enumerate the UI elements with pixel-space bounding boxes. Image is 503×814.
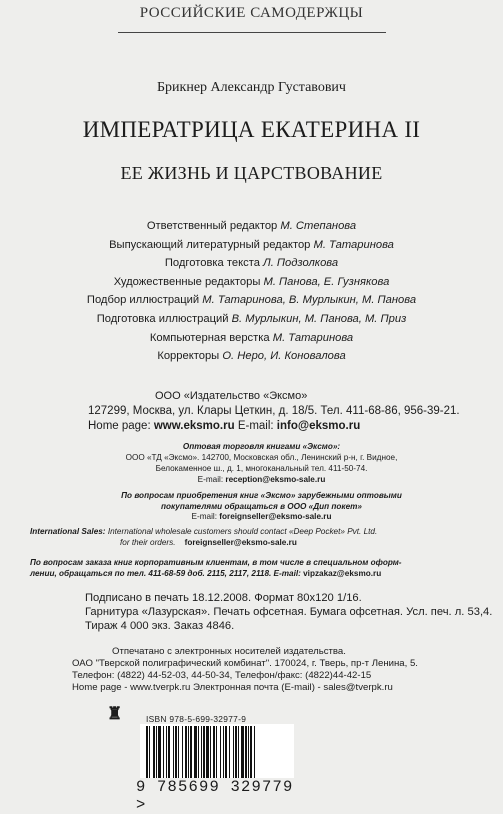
credit-line (0, 329, 503, 348)
isbn-label: ISBN 978-5-699-32977-9 (146, 714, 247, 724)
international-sales: International Sales: International wholesale customers should contact «Deep Pocket» Pvt. Ltd. for their orders. foreignseller@eksmo-sale.ru (30, 527, 378, 547)
home-page-link: www.eksmo.ru (153, 420, 235, 432)
author-name: Брикнер Александр Густавович (157, 80, 346, 95)
publisher-contacts (88, 420, 483, 432)
credit-names: М. Татаринова (313, 238, 394, 251)
wholesale-title: Оптовая торговля книгами «Эксмо»: (182, 442, 341, 451)
divider (118, 32, 386, 33)
credit-role: Подбор иллюстраций (86, 294, 200, 307)
print-signed-line: Подписано в печать 18.12.2008. Формат 80x120 1/16. (85, 592, 362, 604)
credit-role: Компьютерная верстка (149, 331, 270, 344)
publisher-name: ООО «Издательство «Эксмо» (155, 390, 308, 402)
printer-name: ОАО "Тверской полиграфический комбинат". 170024, г. Тверь, пр-т Ленина, 5. (72, 658, 418, 669)
credit-role: Подготовка иллюстраций (96, 312, 229, 325)
credit-names: В. Мурлыкин, М. Панова, М. Приз (231, 312, 407, 325)
credit-line (0, 236, 503, 255)
credit-line (0, 217, 503, 236)
credit-line (0, 310, 503, 329)
credit-names: М. Панова, Е. Гузнякова (263, 275, 390, 288)
credit-names: О. Неро, И. Коновалова (222, 350, 346, 363)
home-page-label: Home page: (88, 420, 151, 432)
barcode-bars (140, 726, 294, 780)
credit-role: Корректоры (157, 350, 220, 363)
printer-web: Home page - www.tverpk.ru Электронная почта (E-mail) - sales@tverpk.ru (72, 682, 393, 693)
wholesale-email: E-mail: reception@eksmo-sale.ru (197, 475, 326, 484)
print-typeface-line: Гарнитура «Лазурская». Печать офсетная. Бумага офсетная. Усл. печ. л. 53,4. (85, 606, 493, 618)
barcode (140, 724, 294, 778)
series-title: РОССИЙСКИЕ САМОДЕРЖЦЫ (139, 5, 364, 21)
print-run-line: Тираж 4 000 экз. Заказ 4846. (85, 620, 235, 632)
credit-names: Л. Подзолкова (263, 257, 339, 270)
corporate-orders: По вопросам заказа книг корпоративным клиентам, в том числе в специальном оформ- лении, обращаться по тел. 411-68-59 доб. 2115, 2117, 2118. E-mail: vipzakaz@eksmo.ru (30, 558, 402, 578)
book-subtitle: ЕЕ ЖИЗНЬ И ЦАРСТВОВАНИЕ (120, 163, 383, 183)
credit-names: М. Степанова (280, 220, 357, 232)
publisher-address: 127299, Москва, ул. Клары Цеткин, д. 18/5. Тел. 411-68-86, 956-39-21. (88, 405, 460, 417)
credits-list (0, 217, 503, 366)
credit-role: Выпускающий литературный редактор (109, 238, 311, 251)
foreign-buyers-note: По вопросам приобретения книг «Эксмо» зарубежными оптовыми покупателями обращаться в ООО «Дип покет» (121, 491, 402, 511)
barcode-digits: 9 785699 329779 > (136, 778, 294, 814)
credit-line (0, 291, 503, 310)
credit-role: Художественные редакторы (113, 275, 261, 288)
credit-role: Подготовка текста (164, 257, 260, 270)
publisher-email: info@eksmo.ru (276, 420, 361, 432)
credit-names: М. Татаринова, В. Мурлыкин, М. Панова (202, 294, 417, 307)
credit-names: М. Татаринова (272, 331, 354, 344)
wholesale-address: ООО «ТД «Эксмо». 142700, Московская обл., Ленинский р-н, г. Видное, Белокаменное ш., д. 1, многоканальный тел. 411-50-74. (125, 453, 398, 473)
email-label: E-mail: (237, 420, 274, 432)
book-title: ИМПЕРАТРИЦА ЕКАТЕРИНА II (82, 117, 421, 142)
credit-line (0, 347, 503, 366)
credit-role: Ответственный редактор (146, 220, 278, 232)
printer-phone: Телефон: (4822) 44-52-03, 44-50-34, Телефон/факс: (4822)44-42-15 (72, 670, 372, 681)
credit-line (0, 254, 503, 273)
foreign-email: E-mail: foreignseller@eksmo-sale.ru (191, 512, 332, 521)
credit-line (0, 273, 503, 292)
printer-logo-icon: ♜ (107, 704, 123, 723)
printer-note: Отпечатано с электронных носителей издательства. (112, 646, 346, 657)
